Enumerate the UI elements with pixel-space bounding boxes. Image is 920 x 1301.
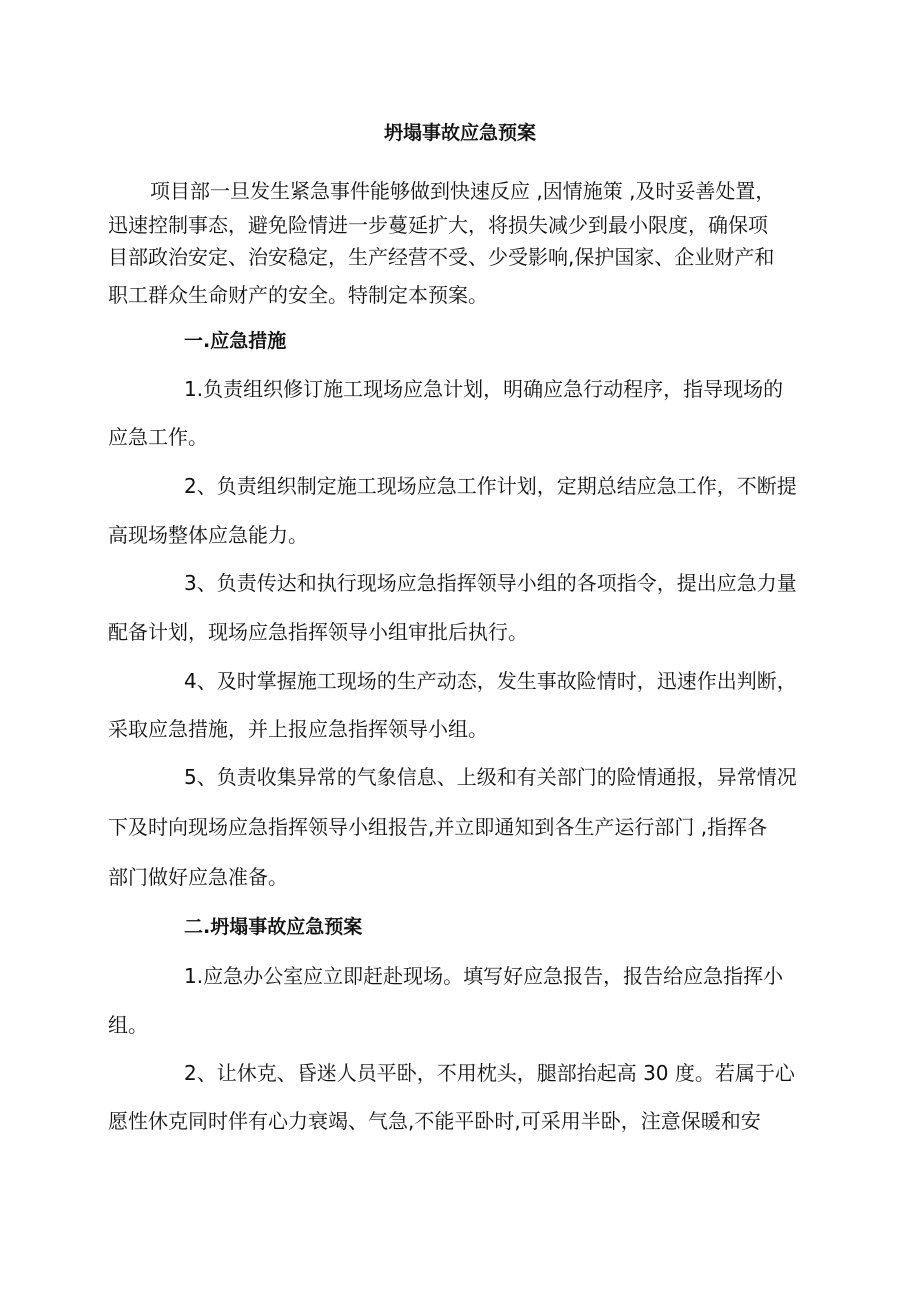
item-line: 采取应急措施，并上报应急指挥领导小组。: [108, 717, 488, 741]
item-line: 2、负责组织制定施工现场应急工作计划，定期总结应急工作，不断提: [184, 474, 797, 498]
intro-line: 职工群众生命财产的安全。特制定本预案。: [108, 283, 488, 307]
intro-line: 目部政治安定、治安稳定，生产经营不受、少受影响,保护国家、企业财产和: [108, 245, 775, 269]
item-line: 1.应急办公室应立即赶赴现场。填写好应急报告，报告给应急指挥小: [184, 964, 784, 988]
section-heading-emergency-measures: 一.应急措施: [184, 330, 287, 352]
item-line: 组。: [108, 1013, 148, 1037]
item-line: 2、让休克、昏迷人员平卧，不用枕头，腿部抬起高 30 度。若属于心: [184, 1061, 795, 1085]
item-line: 愿性休克同时伴有心力衰竭、气急,不能平卧时,可采用半卧，注意保暖和安: [108, 1109, 761, 1133]
intro-line: 迅速控制事态，避免险情进一步蔓延扩大，将损失减少到最小限度，确保项: [108, 213, 768, 237]
item-line: 部门做好应急准备。: [108, 865, 288, 889]
item-line: 4、及时掌握施工现场的生产动态，发生事故险情时，迅速作出判断，: [184, 669, 797, 693]
section-heading-collapse-plan: 二.坍塌事故应急预案: [184, 916, 363, 938]
item-line: 高现场整体应急能力。: [108, 523, 308, 547]
document-title: 坍塌事故应急预案: [383, 122, 536, 144]
intro-line: 项目部一旦发生紧急事件能够做到快速反应 ,因情施策 ,及时妥善处置，: [150, 179, 776, 203]
item-line: 下及时向现场应急指挥领导小组报告,并立即通知到各生产运行部门 ,指挥各: [108, 815, 768, 839]
item-line: 1.负责组织修订施工现场应急计划，明确应急行动程序，指导现场的: [184, 377, 784, 401]
item-line: 5、负责收集异常的气象信息、上级和有关部门的险情通报，异常情况: [184, 765, 797, 789]
item-line: 配备计划，现场应急指挥领导小组审批后执行。: [108, 620, 528, 644]
item-line: 3、负责传达和执行现场应急指挥领导小组的各项指令，提出应急力量: [184, 571, 797, 595]
item-line: 应急工作。: [108, 425, 208, 449]
